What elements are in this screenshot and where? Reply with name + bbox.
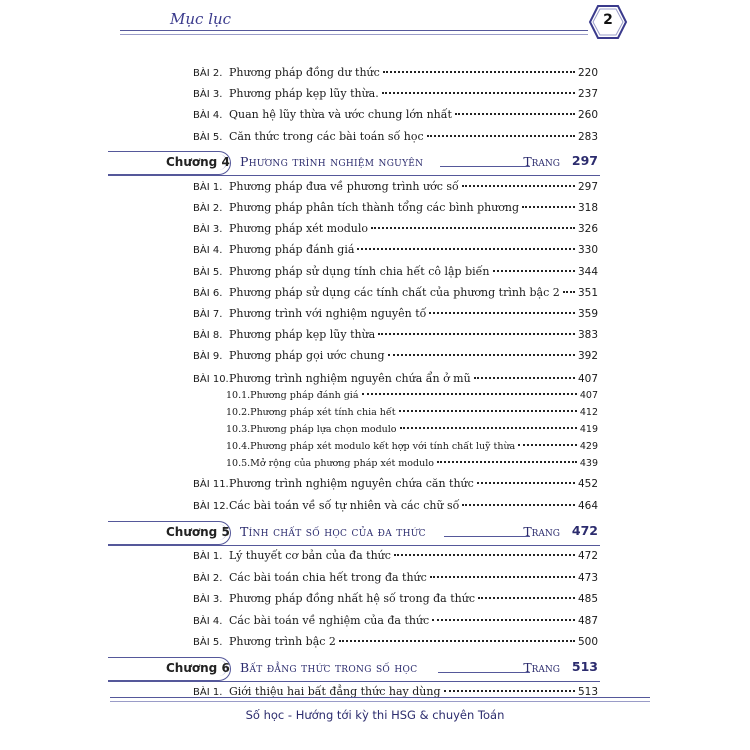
lesson-page: 452	[577, 478, 598, 490]
lesson-page: 485	[577, 593, 598, 605]
page-number: 2	[603, 12, 613, 28]
lesson-number: BÀI 12.	[193, 501, 229, 512]
toc-row[interactable]	[193, 349, 598, 362]
lesson-page: 283	[577, 131, 598, 143]
toc-row[interactable]	[193, 108, 598, 121]
leader-dots	[427, 135, 575, 137]
toc-row[interactable]	[193, 328, 598, 341]
lesson-title: Phương pháp đồng nhất hệ số trong đa thức	[229, 592, 475, 605]
leader-dots	[563, 291, 575, 293]
toc-row[interactable]	[193, 592, 598, 605]
lesson-page: 472	[577, 550, 598, 562]
chapter-underline	[108, 175, 600, 176]
toc-row[interactable]	[193, 635, 598, 648]
lesson-title: Phương pháp sử dụng các tính chất của phương trình bậc 2	[229, 286, 560, 299]
footer-rule-thin	[110, 701, 650, 702]
lesson-page: 383	[577, 329, 598, 341]
chapter-label: Chương 6	[166, 661, 230, 675]
chapter-underline	[108, 681, 600, 682]
chapter-page: 472	[571, 523, 598, 538]
leader-dots	[382, 92, 575, 94]
lesson-page: 392	[577, 350, 598, 362]
lesson-number: BÀI 5.	[193, 637, 223, 648]
lesson-number: BÀI 7.	[193, 309, 223, 320]
lesson-number: BÀI 5.	[193, 132, 223, 143]
leader-dots	[474, 377, 575, 379]
leader-dots	[383, 71, 575, 73]
lesson-title: Quan hệ lũy thừa và ước chung lớn nhất	[229, 108, 452, 121]
toc-row[interactable]	[193, 286, 598, 299]
lesson-page: 359	[577, 308, 598, 320]
lesson-title: Phương pháp đưa về phương trình ước số	[229, 180, 459, 193]
toc-subrow[interactable]	[226, 441, 598, 452]
leader-dots	[493, 270, 575, 272]
toc-row[interactable]	[193, 499, 598, 512]
lesson-title: Phương pháp đánh giá	[229, 243, 355, 256]
subsection-page: 419	[579, 424, 598, 435]
chapter-rule	[440, 166, 530, 167]
subsection-page: 407	[579, 390, 598, 401]
chapter-title: Bất đẳng thức trong số học	[240, 660, 418, 675]
leader-dots	[378, 333, 575, 335]
lesson-title: Phương trình với nghiệm nguyên tố	[229, 307, 427, 320]
lesson-number: BÀI 9.	[193, 351, 223, 362]
lesson-number: BÀI 8.	[193, 330, 223, 341]
lesson-number: BÀI 6.	[193, 288, 223, 299]
toc-row[interactable]	[193, 130, 598, 143]
leader-dots	[518, 444, 577, 446]
lesson-number: BÀI 5.	[193, 267, 223, 278]
toc-subrow[interactable]	[226, 458, 598, 469]
lesson-page: 326	[577, 223, 598, 235]
chapter-heading-4[interactable]	[108, 151, 600, 175]
toc-subrow[interactable]	[226, 390, 598, 401]
chapter-underline	[108, 545, 600, 546]
toc-row[interactable]	[193, 571, 598, 584]
lesson-number: BÀI 3.	[193, 89, 223, 100]
lesson-title: Phương pháp sử dụng tính chia hết cô lập biến	[229, 265, 490, 278]
leader-dots	[432, 619, 575, 621]
lesson-page: 473	[577, 572, 598, 584]
lesson-page: 407	[577, 373, 598, 385]
lesson-number: BÀI 4.	[193, 110, 223, 121]
leader-dots	[455, 113, 575, 115]
toc-row[interactable]	[193, 66, 598, 79]
lesson-number: BÀI 1.	[193, 182, 223, 193]
chapter-heading-6[interactable]	[108, 657, 600, 681]
subsection-page: 412	[579, 407, 598, 418]
leader-dots	[357, 248, 575, 250]
leader-dots	[400, 427, 577, 429]
lesson-title: Phương pháp phân tích thành tổng các bình phương	[229, 201, 520, 214]
chapter-trang: Trang	[523, 660, 560, 675]
lesson-title: Giới thiệu hai bất đẳng thức hay dùng	[229, 685, 441, 698]
lesson-title: Phương pháp kẹp lũy thừa.	[229, 87, 379, 100]
chapter-title: Phương trình nghiệm nguyên	[240, 154, 424, 169]
lesson-title: Các bài toán về số tự nhiên và các chữ số	[229, 499, 460, 512]
lesson-page: 318	[577, 202, 598, 214]
header-title: Mục lục	[170, 10, 232, 28]
lesson-page: 487	[577, 615, 598, 627]
lesson-page: 260	[577, 109, 598, 121]
subsection-title: 10.3.Phương pháp lựa chọn modulo	[226, 424, 397, 435]
toc-row[interactable]	[193, 477, 598, 490]
toc-subrow[interactable]	[226, 424, 598, 435]
lesson-title: Phương pháp xét modulo	[229, 222, 368, 235]
toc-subrow[interactable]	[226, 407, 598, 418]
lesson-title: Phương pháp đồng dư thức	[229, 66, 380, 79]
lesson-number: BÀI 2.	[193, 203, 223, 214]
toc-row[interactable]	[193, 614, 598, 627]
footer-rule	[110, 697, 650, 698]
leader-dots	[462, 185, 575, 187]
lesson-page: 513	[577, 686, 598, 698]
chapter-rule	[444, 536, 530, 537]
leader-dots	[362, 393, 577, 395]
chapter-label: Chương 4	[166, 155, 230, 169]
chapter-title: Tính chất số học của đa thức	[240, 524, 426, 539]
leader-dots	[462, 504, 575, 506]
subsection-title: 10.1.Phương pháp đánh giá	[226, 390, 359, 401]
lesson-title: Lý thuyết cơ bản của đa thức	[229, 549, 391, 562]
leader-dots	[437, 461, 577, 463]
toc-row[interactable]	[193, 372, 598, 385]
leader-dots	[339, 640, 575, 642]
leader-dots	[478, 597, 575, 599]
toc-row[interactable]	[193, 265, 598, 278]
subsection-title: 10.4.Phương pháp xét modulo kết hợp với tính chất luỹ thừa	[226, 441, 516, 452]
toc-row[interactable]	[193, 222, 598, 235]
chapter-page: 297	[571, 153, 598, 168]
leader-dots	[522, 206, 575, 208]
chapter-trang: Trang	[523, 154, 560, 169]
leader-dots	[444, 690, 575, 692]
toc-row[interactable]	[193, 180, 598, 193]
chapter-label: Chương 5	[166, 525, 230, 539]
lesson-page: 351	[577, 287, 598, 299]
lesson-page: 500	[577, 636, 598, 648]
lesson-number: BÀI 2.	[193, 68, 223, 79]
leader-dots	[429, 312, 575, 314]
leader-dots	[371, 227, 575, 229]
leader-dots	[477, 482, 575, 484]
chapter-rule	[438, 672, 530, 673]
toc-row[interactable]	[193, 549, 598, 562]
leader-dots	[388, 354, 575, 356]
leader-dots	[394, 554, 575, 556]
subsection-title: 10.5.Mở rộng của phương pháp xét modulo	[226, 458, 434, 469]
chapter-heading-5[interactable]	[108, 521, 600, 545]
toc-row[interactable]	[193, 307, 598, 320]
footer-book-title: Số học - Hướng tới kỳ thi HSG & chuyên Toán	[245, 708, 505, 722]
lesson-title: Phương trình nghiệm nguyên chứa ẩn ở mũ	[229, 372, 471, 385]
subsection-page: 439	[579, 458, 598, 469]
chapter-page: 513	[571, 659, 598, 674]
lesson-title: Các bài toán về nghiệm của đa thức	[229, 614, 430, 627]
lesson-title: Phương pháp gọi ước chung	[229, 349, 385, 362]
lesson-title: Phương trình nghiệm nguyên chứa căn thức	[229, 477, 474, 490]
leader-dots	[399, 410, 577, 412]
lesson-page: 330	[577, 244, 598, 256]
lesson-number: BÀI 4.	[193, 245, 223, 256]
lesson-title: Các bài toán chia hết trong đa thức	[229, 571, 427, 584]
lesson-page: 464	[577, 500, 598, 512]
chapter-trang: Trang	[523, 524, 560, 539]
lesson-number: BÀI 2.	[193, 573, 223, 584]
subsection-title: 10.2.Phương pháp xét tính chia hết	[226, 407, 396, 418]
lesson-number: BÀI 11.	[193, 479, 229, 490]
lesson-title: Phương pháp kẹp lũy thừa	[229, 328, 376, 341]
lesson-page: 297	[577, 181, 598, 193]
lesson-number: BÀI 1.	[193, 551, 223, 562]
lesson-number: BÀI 3.	[193, 224, 223, 235]
lesson-page: 220	[577, 67, 598, 79]
leader-dots	[430, 576, 575, 578]
lesson-number: BÀI 1.	[193, 687, 223, 698]
lesson-title: Căn thức trong các bài toán số học	[229, 130, 424, 143]
lesson-page: 237	[577, 88, 598, 100]
lesson-number: BÀI 4.	[193, 616, 223, 627]
lesson-page: 344	[577, 266, 598, 278]
lesson-title: Phương trình bậc 2	[229, 635, 336, 648]
toc-row[interactable]	[193, 243, 598, 256]
subsection-page: 429	[579, 441, 598, 452]
lesson-number: BÀI 10.	[193, 374, 229, 385]
toc-row[interactable]	[193, 87, 598, 100]
lesson-number: BÀI 3.	[193, 594, 223, 605]
toc-row[interactable]	[193, 201, 598, 214]
